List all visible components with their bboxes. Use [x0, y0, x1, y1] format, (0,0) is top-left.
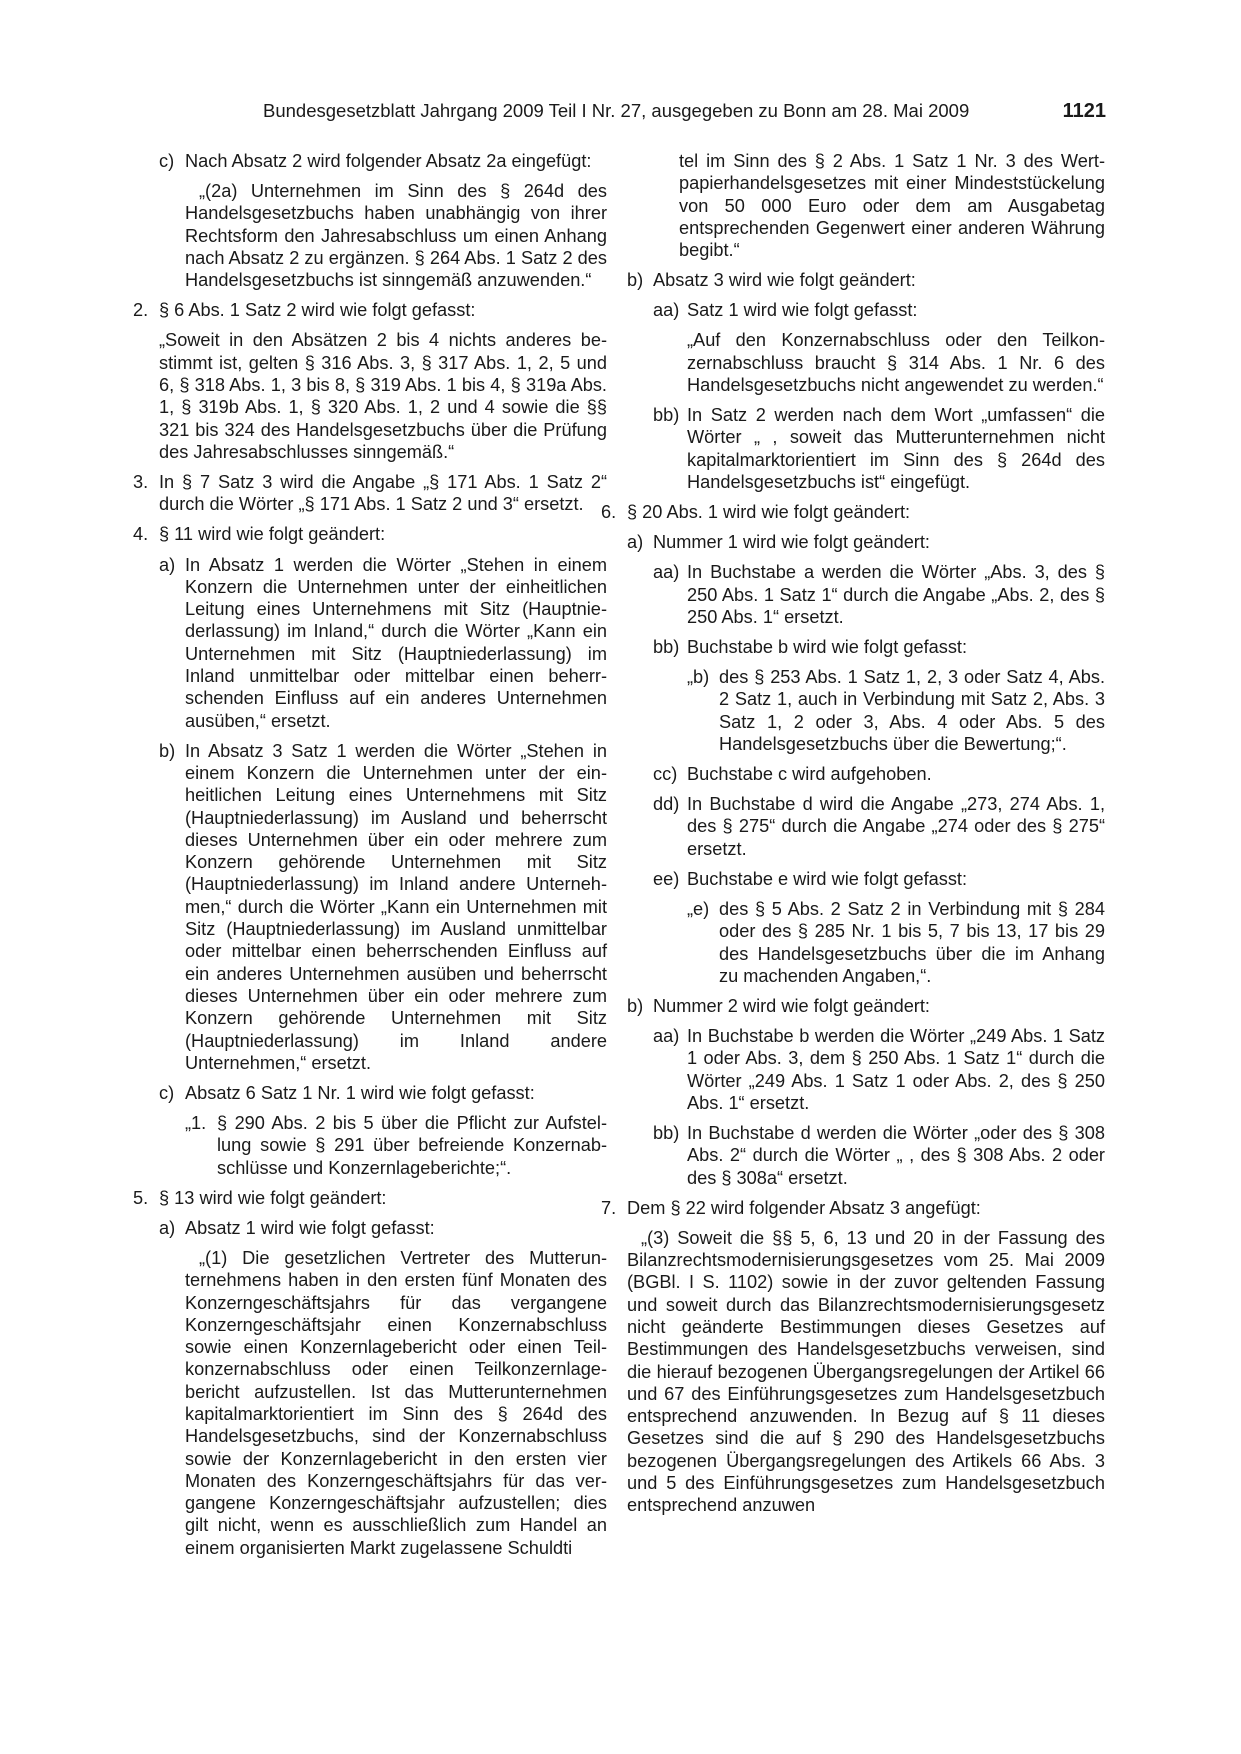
list-marker: 2. — [133, 300, 149, 321]
list-item-b — [627, 269, 1105, 291]
list-text: Buchstabe b wird wie folgt gefasst: — [687, 637, 968, 658]
list-marker: 5. — [133, 1187, 149, 1208]
list-item-6b-bb — [627, 1122, 1105, 1189]
list-item-2 — [133, 299, 607, 321]
left-column — [133, 150, 607, 1567]
list-text: Nach Absatz 2 wird folgender Absatz 2a eingefügt: — [185, 151, 592, 171]
list-text: In Buchstabe d wird die Angabe „273, 274 Abs. 1, des § 275“ durch die Angabe „274 oder des § 275“ ersetzt. — [687, 794, 1105, 859]
list-marker: bb) — [653, 1123, 680, 1144]
list-item-4b — [133, 740, 607, 1074]
list-marker: 7. — [601, 1197, 617, 1218]
quoted-paragraph: „(1) Die gesetzlichen Vertreter des Mutterunternehmens haben in den ersten fünf Monaten des Konzerngeschäftsjahrs für das vergangene Konzerngeschäftsjahr einen Konzernabschluss sowie einen Konzernlagebericht oder einen Teilkonzernabschluss oder einen Teilkonzernlagebericht aufzustellen. Ist das Mutterunternehmen kapitalmarktorientiert im Sinn des § 264d des Handelsgesetzbuchs, sind der Konzernabschluss sowie der Konzernlagebericht in den ersten vier Monaten des Konzerngeschäftsjahrs für das vergangene Konzerngeschäftsjahr aufzustellen; dies gilt nicht, wenn es ausschließlich zum Handel an einem organisierten Markt zugelassene Schuldti — [185, 1247, 607, 1558]
list-marker: a) — [627, 532, 644, 553]
list-marker: ee) — [653, 868, 680, 889]
list-marker: bb) — [653, 405, 680, 426]
list-item-6a-ee — [627, 868, 1105, 890]
list-marker: 3. — [133, 472, 149, 493]
list-item-3 — [133, 471, 607, 516]
list-text: § 6 Abs. 1 Satz 2 wird wie folgt gefasst: — [159, 300, 476, 321]
list-text: Satz 1 wird wie folgt gefasst: — [687, 300, 918, 321]
list-item-7 — [601, 1197, 1105, 1219]
list-item-b-bb — [627, 404, 1105, 493]
list-text: Absatz 6 Satz 1 Nr. 1 wird wie folgt gefasst: — [185, 1082, 535, 1103]
list-text: In Buchstabe b werden die Wörter „249 Abs. 1 Satz 1 oder Abs. 3, dem § 250 Abs. 1 Satz 1“ durch die Wörter „249 Abs. 1 Satz 1 oder Abs. 2, des § 250 Abs. 1“ ersetzt. — [687, 1026, 1105, 1113]
list-item-5a — [133, 1217, 607, 1239]
quote-text: des § 5 Abs. 2 Satz 2 in Verbindung mit § 284 oder des § 285 Nr. 1 bis 5, 7 bis 13, 17 bis 29 des Handelsgesetzbuchs über die im Anhang zu machenden Angaben,“. — [719, 898, 1105, 986]
list-text: Absatz 3 wird wie folgt geändert: — [653, 270, 916, 291]
list-item-6b — [627, 995, 1105, 1017]
list-marker: dd) — [653, 794, 680, 815]
continued-quote: tel im Sinn des § 2 Abs. 1 Satz 1 Nr. 3 des Wertpapierhandelsgesetzes mit einer Mindeststückelung von 50 000 Euro oder dem am Ausgabetag entsprechenden Gegenwert einer anderen Währung begibt.“ — [679, 151, 1105, 261]
running-header — [130, 96, 1106, 126]
quoted-list-item — [627, 898, 1105, 987]
list-text: § 13 wird wie folgt geändert: — [159, 1187, 387, 1208]
right-column — [601, 150, 1105, 1524]
list-item-5 — [133, 1187, 607, 1209]
quote-marker: „b) — [687, 667, 710, 688]
quoted-paragraph: „Auf den Konzernabschluss oder den Teilkonzernabschluss braucht § 314 Abs. 1 Nr. 6 des Handelsgesetzbuchs nicht angewendet zu werden.“ — [687, 330, 1105, 396]
list-text: In § 7 Satz 3 wird die Angabe „§ 171 Abs. 1 Satz 2“ durch die Wörter „§ 171 Abs. 1 Satz 2 und 3“ ersetzt. — [159, 472, 607, 515]
list-marker: c) — [159, 1082, 175, 1103]
list-marker: b) — [627, 270, 644, 291]
list-item-b-aa — [627, 299, 1105, 321]
list-item-4c — [133, 1082, 607, 1104]
list-marker: a) — [159, 554, 176, 575]
quoted-paragraph: „(3) Soweit die §§ 5, 6, 13 und 20 in der Fassung des Bilanzrechtsmodernisierungsgesetzes vom 25. Mai 2009 (BGBl. I S. 1102) sowie in der zuvor geltenden Fassung und soweit durch das Bilanzrechtsmodernisierungsgesetz nicht geänderte Bestimmungen dieses Gesetzes auf Bestimmungen des Handelsgesetzbuchs verweisen, sind die hierauf bezogenen Übergangsregelungen der Artikel 66 und 67 des Einführungsgesetzes zum Handelsgesetzbuch entsprechend anzuwenden. In Bezug auf § 11 dieses Gesetzes sind die auf § 290 des Handelsgesetzbuchs bezogenen Übergangsregelungen des Artikels 66 Abs. 3 und 5 des Einführungsgesetzes zum Handelsgesetzbuch entsprechend anzuwen — [627, 1227, 1105, 1516]
list-item-c — [133, 150, 607, 172]
quote-text: § 290 Abs. 2 bis 5 über die Pflicht zur Aufstellung sowie § 291 über befreiende Konzernabschlüsse und Konzernlageberichte;“. — [217, 1113, 607, 1178]
list-item-6a-bb — [627, 636, 1105, 658]
list-item-6b-aa — [627, 1025, 1105, 1114]
list-text: Nummer 2 wird wie folgt geändert: — [653, 995, 930, 1016]
quote-marker: „1. — [185, 1113, 207, 1134]
list-marker: bb) — [653, 637, 680, 658]
list-marker: b) — [159, 740, 176, 761]
list-marker: aa) — [653, 300, 680, 321]
list-text: In Buchstabe a werden die Wörter „Abs. 3, des § 250 Abs. 1 Satz 1“ durch die Angabe „Abs. 2, des § 250 Abs. 1“ ersetzt. — [687, 562, 1105, 627]
list-text: In Absatz 1 werden die Wörter „Stehen in einem Konzern die Unternehmen unter der einheitlichen Leitung eines Unternehmens mit Sitz (Hauptniederlassung) im Inland,“ durch die Wörter „Kann ein Unternehmen mit Sitz (Hauptniederlassung) im Inland unmittelbar oder mittelbar einen beherrschenden Einfluss auf ein anderes Unternehmen ausüben,“ ersetzt. — [185, 554, 607, 731]
list-text: § 20 Abs. 1 wird wie folgt geändert: — [627, 502, 911, 523]
list-marker: aa) — [653, 1026, 680, 1047]
list-marker: c) — [159, 151, 175, 171]
list-marker: cc) — [653, 764, 678, 785]
list-text: Buchstabe c wird aufgehoben. — [687, 764, 932, 785]
list-marker: 6. — [601, 502, 617, 523]
list-text: Buchstabe e wird wie folgt gefasst: — [687, 868, 968, 889]
list-marker: 4. — [133, 524, 149, 545]
list-text: § 11 wird wie folgt geändert: — [159, 524, 386, 545]
list-text: In Absatz 3 Satz 1 werden die Wörter „Stehen in einem Konzern die Unternehmen unter der einheitlichen Leitung eines Unternehmens mit Sitz (Hauptniederlassung) im Ausland und beherrscht dieses Unternehmen über ein oder mehrere zum Konzern gehörende Unternehmen mit Sitz (Hauptniederlassung) im Inland andere Unternehmen,“ durch die Wörter „Kann ein Unternehmen mit Sitz (Hauptniederlassung) im Ausland unmittelbar oder mittelbar einen beherrschenden Einfluss auf ein anderes Unternehmen ausüben und beherrscht dieses Unternehmen über ein oder mehrere zum Konzern gehörende Unternehmen mit Sitz (Hauptniederlassung) im Inland andere Unternehmen,“ ersetzt. — [185, 740, 607, 1073]
list-item-6a-cc — [627, 763, 1105, 785]
list-text: Dem § 22 wird folgender Absatz 3 angefügt: — [627, 1197, 981, 1218]
list-marker: a) — [159, 1217, 176, 1238]
list-marker: aa) — [653, 562, 680, 583]
list-text: Absatz 1 wird wie folgt gefasst: — [185, 1217, 435, 1238]
list-text: In Satz 2 werden nach dem Wort „umfassen“ die Wörter „ , soweit das Mutterunternehmen nicht kapitalmarktorientiert im Sinn des § 264d des Handelsgesetzbuchs ist“ eingefügt. — [687, 405, 1105, 493]
quote-text: des § 253 Abs. 1 Satz 1, 2, 3 oder Satz 4, Abs. 2 Satz 1, auch in Verbindung mit Satz 2, Abs. 3 Satz 1, 2 oder 3, Abs. 4 oder Abs. 5 des Handelsgesetzbuchs über die Bewertung;“. — [719, 667, 1105, 754]
quoted-paragraph: „(2a) Unternehmen im Sinn des § 264d des Handelsgesetzbuchs haben unabhängig von ihrer Rechtsform den Jahresabschluss um einen Anhang nach Absatz 2 zu ergänzen. § 264 Abs. 1 Satz 2 des Handelsgesetzbuchs ist sinngemäß anzuwenden.“ — [185, 181, 607, 291]
list-text: In Buchstabe d werden die Wörter „oder des § 308 Abs. 2“ durch die Wörter „ , des § 308 Abs. 2 oder des § 308a“ ersetzt. — [687, 1123, 1105, 1188]
list-item-6 — [601, 501, 1105, 523]
list-marker: b) — [627, 995, 644, 1016]
quoted-list-item — [627, 666, 1105, 755]
page-number: 1121 — [1062, 100, 1106, 122]
list-item-6a-dd — [627, 793, 1105, 860]
list-item-4a — [133, 554, 607, 732]
header-title: Bundesgesetzblatt Jahrgang 2009 Teil I Nr. 27, ausgegeben zu Bonn am 28. Mai 2009 — [263, 100, 970, 121]
quote-marker: „e) — [687, 898, 710, 919]
quoted-list-item — [133, 1112, 607, 1179]
list-item-6a-aa — [627, 561, 1105, 628]
list-item-6a — [627, 531, 1105, 553]
list-text: Nummer 1 wird wie folgt geändert: — [653, 532, 930, 553]
list-item-4 — [133, 523, 607, 545]
quoted-paragraph: „Soweit in den Absätzen 2 bis 4 nichts anderes bestimmt ist, gelten § 316 Abs. 3, § 317 Abs. 1, 2, 5 und 6, § 318 Abs. 1, 3 bis 8, § 319 Abs. 1 bis 4, § 319a Abs. 1, § 319b Abs. 1, § 320 Abs. 1, 2 und 4 sowie die §§ 321 bis 324 des Handelsgesetzbuchs über die Prüfung des Jahresabschlusses sinngemäß.“ — [159, 330, 607, 462]
